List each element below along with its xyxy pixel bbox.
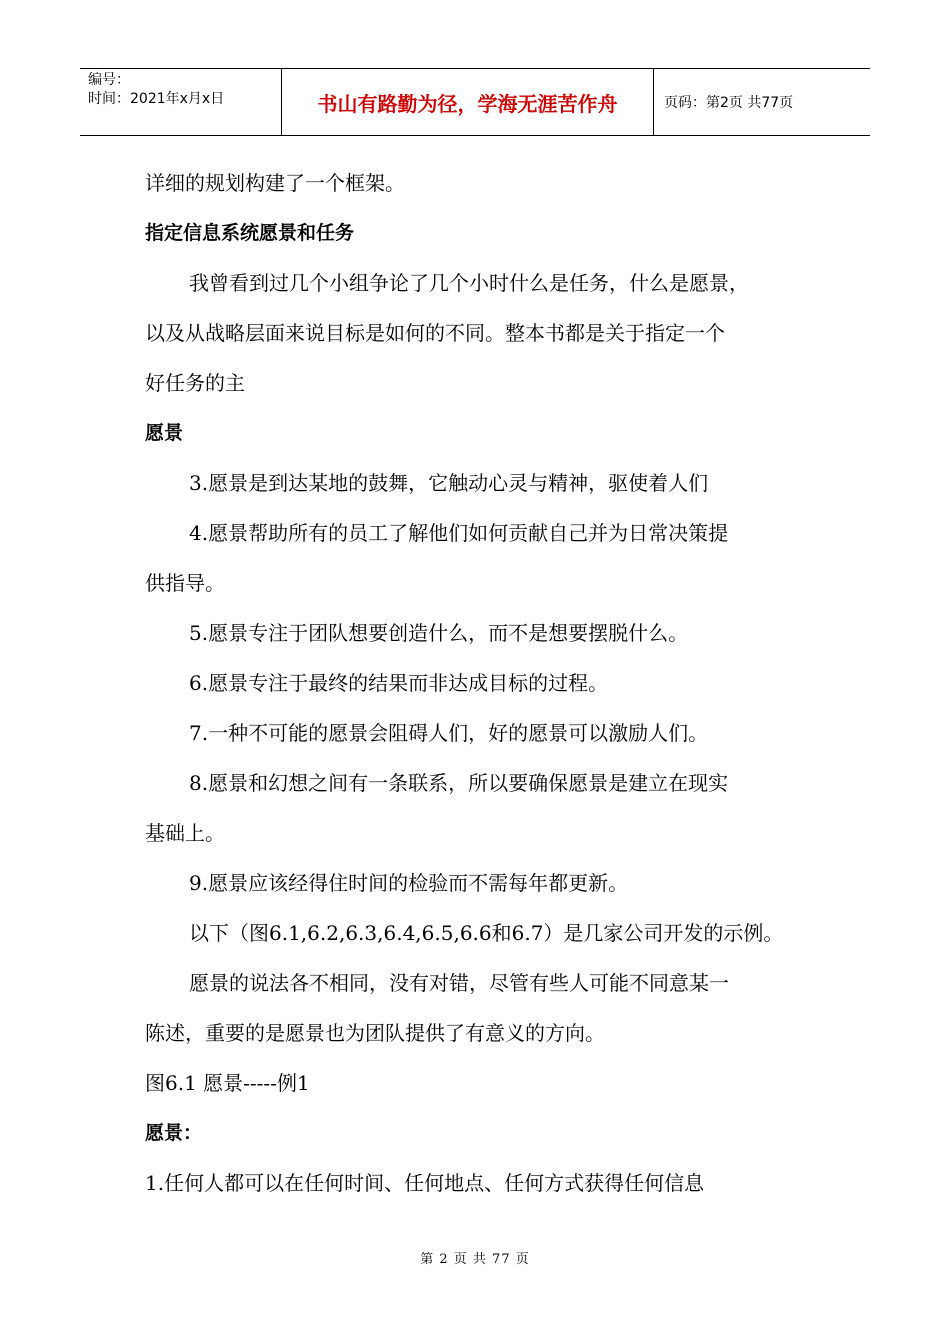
- paragraph-line: 7.一种不可能的愿景会阻碍人们，好的愿景可以激励人们。: [189, 721, 709, 745]
- paragraph-line: 图6.1 愿景-----例1: [145, 1071, 310, 1095]
- header-motto: 书山有路勤为径，学海无涯苦作舟: [282, 69, 654, 135]
- paragraph-line: 以及从战略层面来说目标是如何的不同。整本书都是关于指定一个: [145, 321, 725, 345]
- paragraph-line: 我曾看到过几个小组争论了几个小时什么是任务，什么是愿景，: [189, 271, 749, 295]
- paragraph-line: 好任务的主: [145, 371, 245, 395]
- paragraph-line: 4.愿景帮助所有的员工了解他们如何贡献自己并为日常决策提: [189, 521, 729, 545]
- paragraph-line: 详细的规划构建了一个框架。: [145, 171, 405, 195]
- section-heading: 指定信息系统愿景和任务: [145, 222, 355, 244]
- paragraph-line: 6.愿景专注于最终的结果而非达成目标的过程。: [189, 671, 609, 695]
- page-footer: 第 2 页 共 77 页: [420, 1252, 530, 1267]
- date-label: 时间：2021年x月x日: [88, 91, 225, 107]
- document-body: [145, 158, 815, 1208]
- paragraph-line: 3.愿景是到达某地的鼓舞，它触动心灵与精神，驱使着人们: [189, 471, 709, 495]
- paragraph-line: 1.任何人都可以在任何时间、任何地点、任何方式获得任何信息: [145, 1171, 705, 1195]
- header-page-number: 页码：第2页 共77页: [664, 95, 794, 111]
- page-header: [80, 68, 870, 136]
- section-heading: 愿景：: [145, 1122, 203, 1144]
- section-heading: 愿景: [145, 422, 184, 444]
- paragraph-line: 8.愿景和幻想之间有一条联系，所以要确保愿景是建立在现实: [189, 771, 729, 795]
- paragraph-line: 9.愿景应该经得住时间的检验而不需每年都更新。: [189, 871, 629, 895]
- paragraph-line: 基础上。: [145, 821, 225, 845]
- paragraph-line: 愿景的说法各不相同，没有对错，尽管有些人可能不同意某一: [189, 971, 729, 995]
- header-meta: [80, 69, 282, 135]
- paragraph-line: 5.愿景专注于团队想要创造什么，而不是想要摆脱什么。: [189, 621, 689, 645]
- paragraph-line: 以下（图6.1,6.2,6.3,6.4,6.5,6.6和6.7）是几家公司开发的示例。: [189, 921, 784, 945]
- paragraph-line: 供指导。: [145, 571, 225, 595]
- number-label: 编号：: [88, 72, 130, 88]
- paragraph-line: 陈述，重要的是愿景也为团队提供了有意义的方向。: [145, 1021, 605, 1045]
